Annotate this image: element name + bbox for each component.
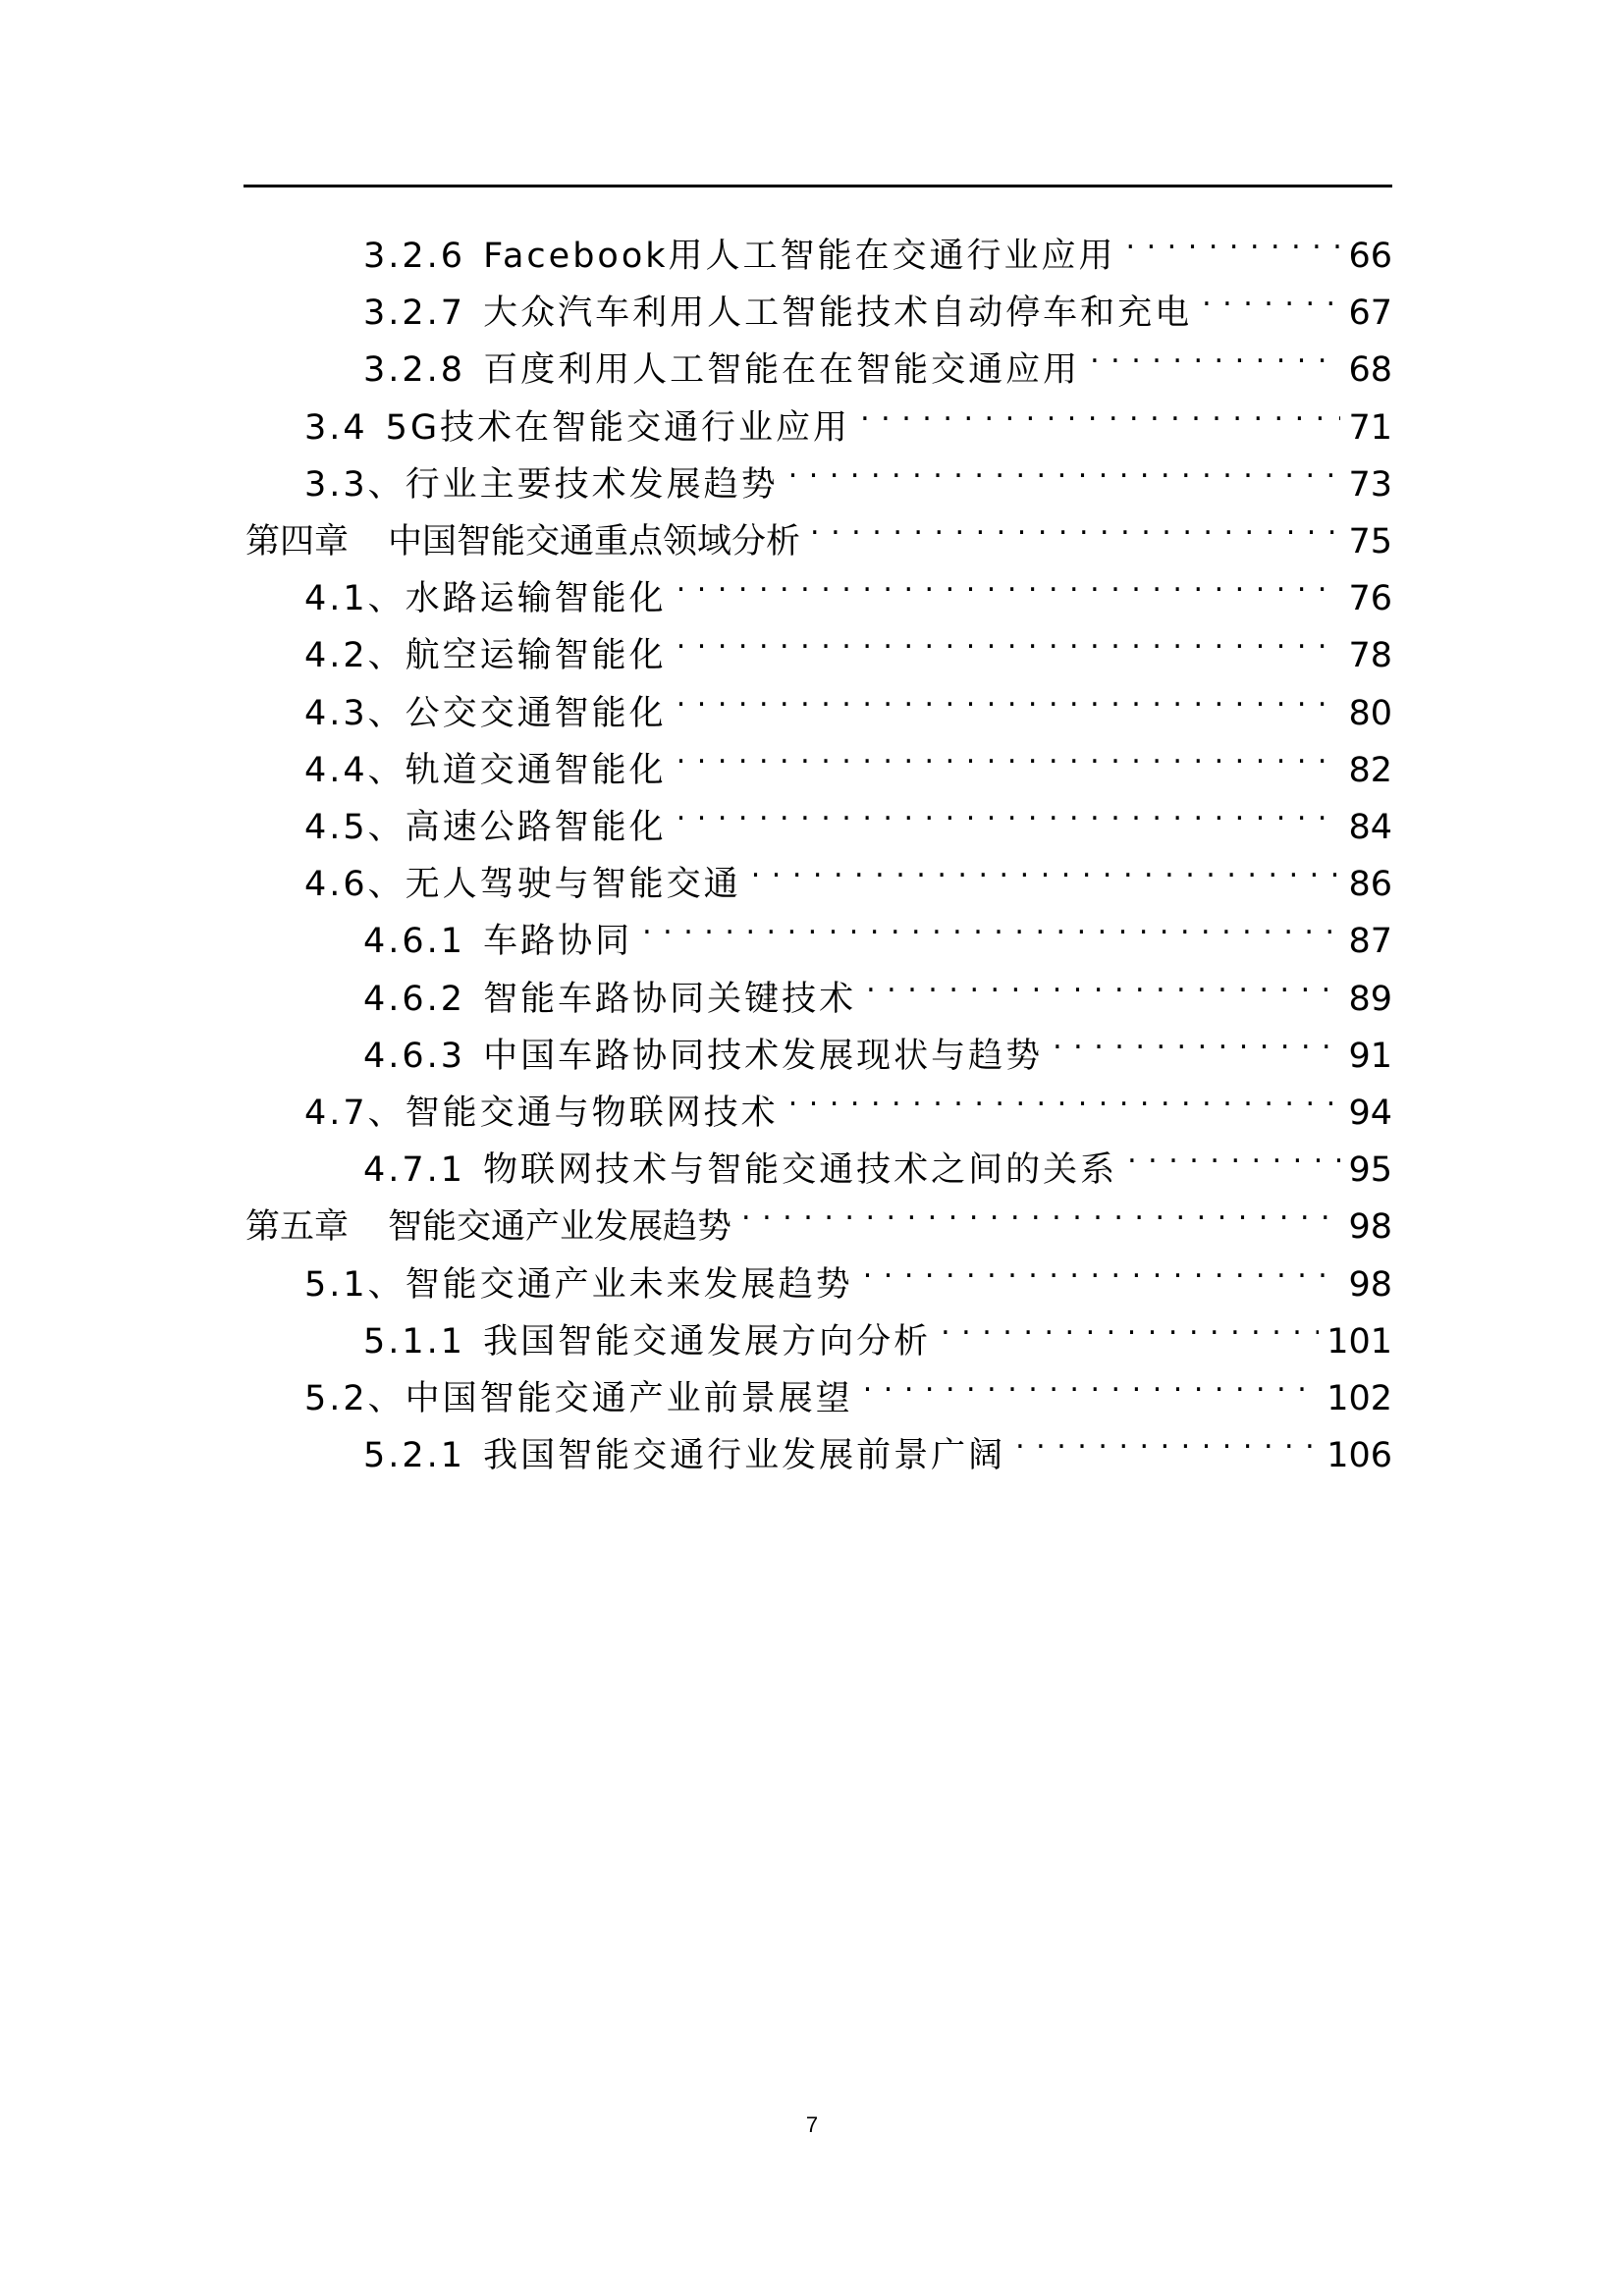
toc-entry-number: 3.2.7: [363, 294, 466, 334]
toc-entry-title: 无人驾驶与智能交通: [405, 865, 741, 905]
toc-entry-page-number: 75: [1348, 522, 1392, 561]
toc-dot-leader: [677, 783, 1341, 838]
toc-entry-title: 物联网技术与智能交通技术之间的关系: [483, 1150, 1118, 1191]
toc-entry-title: Facebook用人工智能在交通行业应用: [483, 237, 1116, 276]
toc-entry[interactable]: [304, 840, 1392, 905]
toc-entry-number: 4.6.3: [363, 1036, 466, 1076]
toc-entry-page-number: 66: [1348, 237, 1392, 276]
toc-entry-number: 4.2、: [304, 636, 406, 676]
toc-dot-leader: [677, 669, 1341, 724]
toc-chapter-entry[interactable]: [245, 1183, 1392, 1248]
toc-entry-number: 5.1.1: [363, 1321, 466, 1362]
toc-entry-title: 中国车路协同技术发展现状与趋势: [483, 1036, 1044, 1076]
toc-dot-leader: [863, 1241, 1341, 1296]
toc-dot-leader: [941, 1298, 1319, 1353]
toc-entry-title: 智能车路协同关键技术: [483, 979, 857, 1019]
toc-entry-title: 公交交通智能化: [405, 693, 667, 733]
toc-entry-number: 4.7.1: [363, 1150, 466, 1191]
toc-entry-page-number: 91: [1348, 1036, 1392, 1076]
toc-entry-title: 中国智能交通产业前景展望: [405, 1379, 853, 1418]
toc-dot-leader: [788, 441, 1341, 496]
toc-entry-page-number: 73: [1348, 464, 1392, 505]
toc-entry-number: 5.2、: [304, 1379, 406, 1418]
toc-entry-title: 航空运输智能化: [405, 636, 667, 676]
toc-entry[interactable]: [363, 1126, 1392, 1191]
toc-entry[interactable]: [363, 1412, 1392, 1476]
toc-entry-title: 高速公路智能化: [405, 808, 667, 847]
toc-entry[interactable]: [304, 726, 1392, 790]
toc-entry[interactable]: [304, 1355, 1392, 1418]
toc-entry-number: 4.3、: [304, 693, 406, 733]
page-number: 7: [805, 2112, 819, 2137]
toc-entry-number: 5.1、: [304, 1264, 406, 1305]
toc-entry-page-number: 95: [1348, 1150, 1392, 1191]
toc-entry[interactable]: [363, 1298, 1392, 1362]
toc-entry[interactable]: [363, 955, 1392, 1019]
toc-entry[interactable]: [363, 212, 1392, 276]
toc-chapter-entry[interactable]: [245, 498, 1392, 561]
toc-entry-number: 3.2.8: [363, 350, 466, 391]
toc-entry-title: 车路协同: [483, 922, 633, 962]
toc-entry[interactable]: [304, 555, 1392, 619]
toc-entry-title: 大众汽车利用人工智能技术自动停车和充电: [483, 294, 1193, 334]
toc-entry-number: 3.4: [304, 407, 368, 448]
toc-entry-number: 4.6.1: [363, 922, 466, 962]
toc-dot-leader: [1015, 1412, 1319, 1467]
toc-entry-page-number: 106: [1326, 1436, 1392, 1476]
toc-dot-leader: [863, 1355, 1320, 1410]
toc-entry-number: 4.7、: [304, 1094, 406, 1133]
toc-entry[interactable]: [304, 1241, 1392, 1305]
toc-dot-leader: [866, 955, 1340, 1010]
toc-entry-title: 智能交通产业发展趋势: [388, 1207, 732, 1248]
header-rule: [244, 185, 1392, 187]
toc-entry[interactable]: [304, 384, 1392, 448]
toc-entry-title: 行业主要技术发展趋势: [405, 464, 779, 505]
toc-dot-leader: [1202, 269, 1340, 324]
toc-entry-page-number: 68: [1348, 350, 1392, 391]
toc-dot-leader: [741, 1183, 1340, 1238]
toc-entry-number: 4.5、: [304, 808, 406, 847]
toc-entry-page-number: 86: [1348, 865, 1392, 905]
toc-entry-number: 4.1、: [304, 579, 406, 619]
toc-entry-number: 4.6.2: [363, 979, 466, 1019]
toc-entry-title: 5G技术在智能交通行业应用: [385, 407, 851, 448]
toc-dot-leader: [677, 726, 1341, 781]
toc-dot-leader: [1127, 1126, 1340, 1181]
toc-entry-title: 中国智能交通重点领域分析: [388, 522, 801, 561]
toc-entry-title: 智能交通产业未来发展趋势: [405, 1264, 853, 1305]
toc-dot-leader: [1090, 326, 1340, 381]
toc-entry-title: 百度利用人工智能在在智能交通应用: [483, 350, 1081, 391]
toc-entry-number: 3.2.6: [363, 237, 466, 276]
toc-entry[interactable]: [304, 441, 1392, 505]
toc-entry-page-number: 98: [1348, 1207, 1392, 1248]
toc-entry[interactable]: [304, 1069, 1392, 1133]
toc-dot-leader: [1053, 1012, 1340, 1067]
toc-entry-page-number: 89: [1348, 979, 1392, 1019]
toc-entry[interactable]: [304, 783, 1392, 847]
toc-entry-page-number: 102: [1326, 1379, 1392, 1418]
toc-entry-number: 第五章: [245, 1207, 350, 1248]
toc-entry[interactable]: [304, 612, 1392, 676]
toc-entry-number: 4.6、: [304, 865, 406, 905]
toc-entry-title: 智能交通与物联网技术: [405, 1094, 779, 1133]
toc-dot-leader: [677, 555, 1341, 610]
toc-dot-leader: [677, 612, 1341, 667]
toc-entry-page-number: 78: [1348, 636, 1392, 676]
toc-entry-number: 5.2.1: [363, 1436, 466, 1476]
toc-entry-page-number: 94: [1348, 1094, 1392, 1133]
toc-entry-page-number: 87: [1348, 922, 1392, 962]
toc-entry[interactable]: [363, 1012, 1392, 1076]
toc-entry-page-number: 71: [1348, 407, 1392, 448]
toc-entry-page-number: 80: [1348, 693, 1392, 733]
toc-entry[interactable]: [363, 897, 1392, 962]
toc-entry-number: 4.4、: [304, 750, 406, 790]
toc-entry-title: 轨道交通智能化: [405, 750, 667, 790]
toc-dot-leader: [642, 897, 1340, 952]
toc-entry-page-number: 101: [1326, 1321, 1392, 1362]
toc-dot-leader: [860, 384, 1340, 439]
toc-entry-number: 3.3、: [304, 464, 406, 505]
toc-entry-title: 我国智能交通发展方向分析: [483, 1321, 932, 1362]
toc-entry-number: 第四章: [245, 522, 350, 561]
toc-entry-page-number: 84: [1348, 808, 1392, 847]
toc-entry-title: 水路运输智能化: [405, 579, 667, 619]
toc-dot-leader: [810, 498, 1340, 553]
toc-dot-leader: [788, 1069, 1341, 1124]
toc-entry-title: 我国智能交通行业发展前景广阔: [483, 1436, 1006, 1476]
toc-dot-leader: [1126, 212, 1341, 267]
toc-dot-leader: [751, 840, 1341, 895]
toc-entry[interactable]: [363, 269, 1392, 334]
toc-entry-page-number: 76: [1348, 579, 1392, 619]
toc-entry[interactable]: [304, 669, 1392, 733]
toc-entry-page-number: 82: [1348, 750, 1392, 790]
toc-entry-page-number: 98: [1348, 1264, 1392, 1305]
toc-entry[interactable]: [363, 326, 1392, 391]
toc-entry-page-number: 67: [1348, 294, 1392, 334]
